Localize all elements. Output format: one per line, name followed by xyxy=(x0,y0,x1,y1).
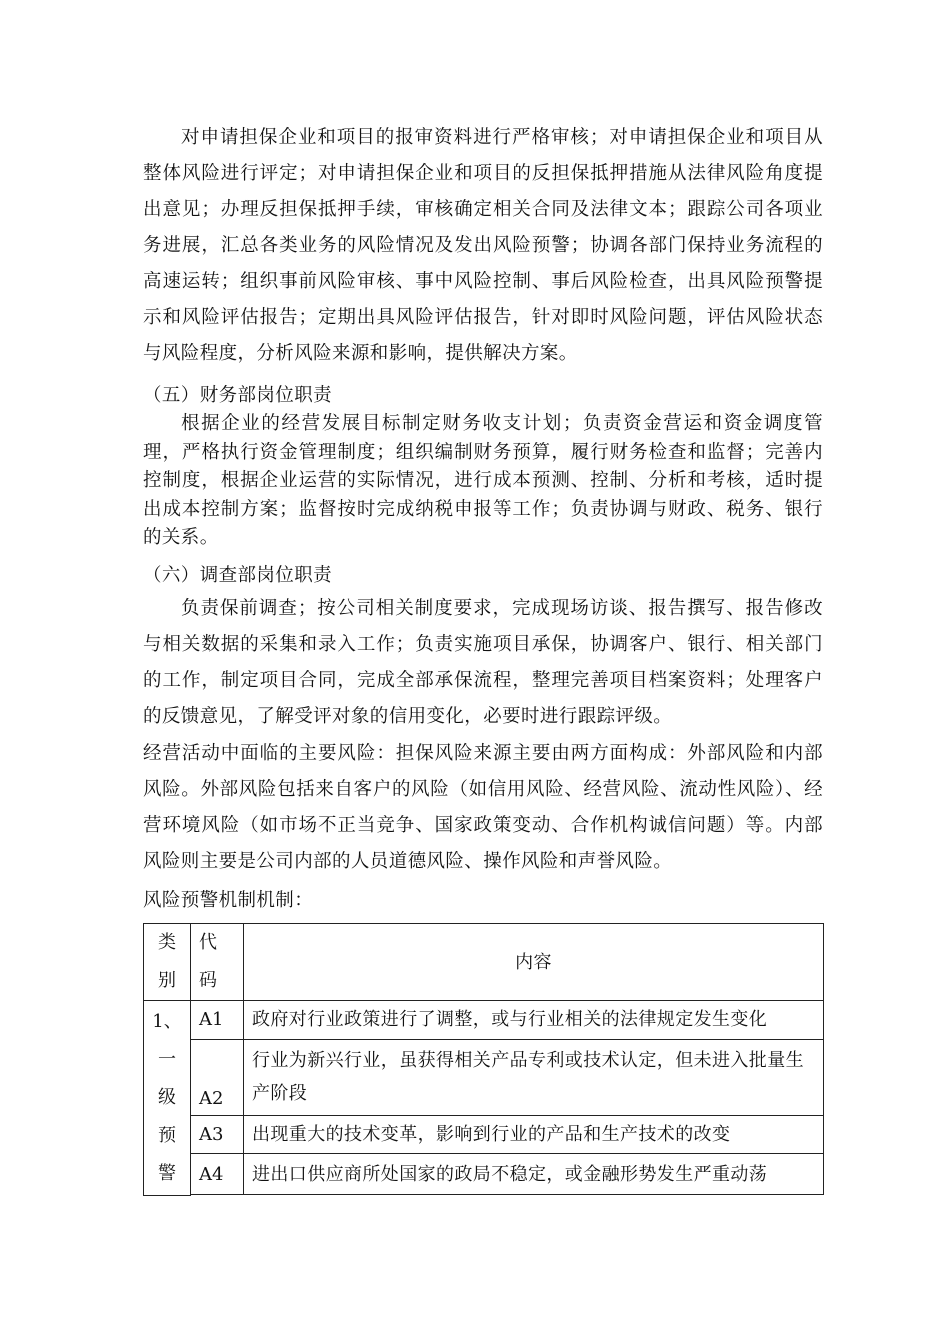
table-row xyxy=(144,1115,824,1154)
table-spacer-row xyxy=(144,1195,824,1196)
warning-title: 风险预警机制机制： xyxy=(143,890,314,911)
header-content: 内容 xyxy=(244,924,824,1001)
category-char: 预 xyxy=(158,1125,176,1146)
category-char: 级 xyxy=(158,1087,176,1108)
header-category-char: 别 xyxy=(158,970,176,991)
survey-paragraph: 负责保前调查；按公司相关制度要求，完成现场访谈、报告撰写、报告修改与相关数据的采集和录入工作；负责实施项目承保，协调客户、银行、相关部门的工作，制定项目合同，完成全部承保流程，整理完善项目档案资料；处理客户的反馈意见，了解受评对象的信用变化，必要时进行跟踪评级。 xyxy=(143,598,823,727)
category-cell xyxy=(144,1001,191,1196)
main-risks-paragraph: 经营活动中面临的主要风险：担保风险来源主要由两方面构成：外部风险和内部风险。外部风险包括来自客户的风险（如信用风险、经营风险、流动性风险）、经营环境风险（如市场不正当竞争、国家政策变动、合作机构诚信问题）等。内部风险则主要是公司内部的人员道德风险、操作风险和声誉风险。 xyxy=(143,743,823,872)
category-char: 警 xyxy=(158,1163,176,1184)
category-char: 一 xyxy=(158,1049,176,1070)
spacer-cell xyxy=(191,1195,244,1196)
code-cell: A3 xyxy=(191,1115,244,1154)
finance-paragraph: 根据企业的经营发展目标制定财务收支计划；负责资金营运和资金调度管理，严格执行资金管理制度；组织编制财务预算，履行财务检查和监督；完善内控制度，根据企业运营的实际情况，进行成本预测、控制、分析和考核，适时提出成本控制方案；监督按时完成纳税申报等工作；负责协调与财政、税务、银行的关系。 xyxy=(143,413,823,548)
table-row xyxy=(144,1001,824,1040)
table-header-row xyxy=(144,924,824,1001)
content-cell: 进出口供应商所处国家的政局不稳定，或金融形势发生严重动荡 xyxy=(244,1154,824,1195)
category-char: 1、 xyxy=(152,1011,182,1032)
risk-dept-paragraph: 对申请担保企业和项目的报审资料进行严格审核；对申请担保企业和项目从整体风险进行评定；对申请担保企业和项目的反担保抵押措施从法律风险角度提出意见；办理反担保抵押手续，审核确定相关合同及法律文本；跟踪公司各项业务进展，汇总各类业务的风险情况及发出风险预警；协调各部门保持业务流程的高速运转；组织事前风险审核、事中风险控制、事后风险检查，出具风险预警提示和风险评估报告；定期出具风险评估报告，针对即时风险问题，评估风险状态与风险程度，分析风险来源和影响，提供解决方案。 xyxy=(143,127,823,364)
survey-heading: （六）调查部岗位职责 xyxy=(143,565,333,586)
content-cell: 出现重大的技术变革，影响到行业的产品和生产技术的改变 xyxy=(244,1115,824,1154)
header-category xyxy=(144,924,191,1001)
header-code-char: 代 xyxy=(199,932,217,953)
code-cell: A4 xyxy=(191,1154,244,1195)
header-category-char: 类 xyxy=(158,932,176,953)
header-code-char: 码 xyxy=(199,970,217,991)
content-cell: 政府对行业政策进行了调整，或与行业相关的法律规定发生变化 xyxy=(244,1001,824,1040)
table-row xyxy=(144,1154,824,1195)
content-cell: 行业为新兴行业，虽获得相关产品专利或技术认定，但未进入批量生产阶段 xyxy=(244,1039,824,1115)
risk-warning-table xyxy=(143,923,824,1196)
table-row xyxy=(144,1039,824,1115)
spacer-cell xyxy=(244,1195,824,1196)
finance-heading: （五）财务部岗位职责 xyxy=(143,385,333,406)
header-code xyxy=(191,924,244,1001)
code-cell: A2 xyxy=(191,1039,244,1115)
code-cell: A1 xyxy=(191,1001,244,1040)
